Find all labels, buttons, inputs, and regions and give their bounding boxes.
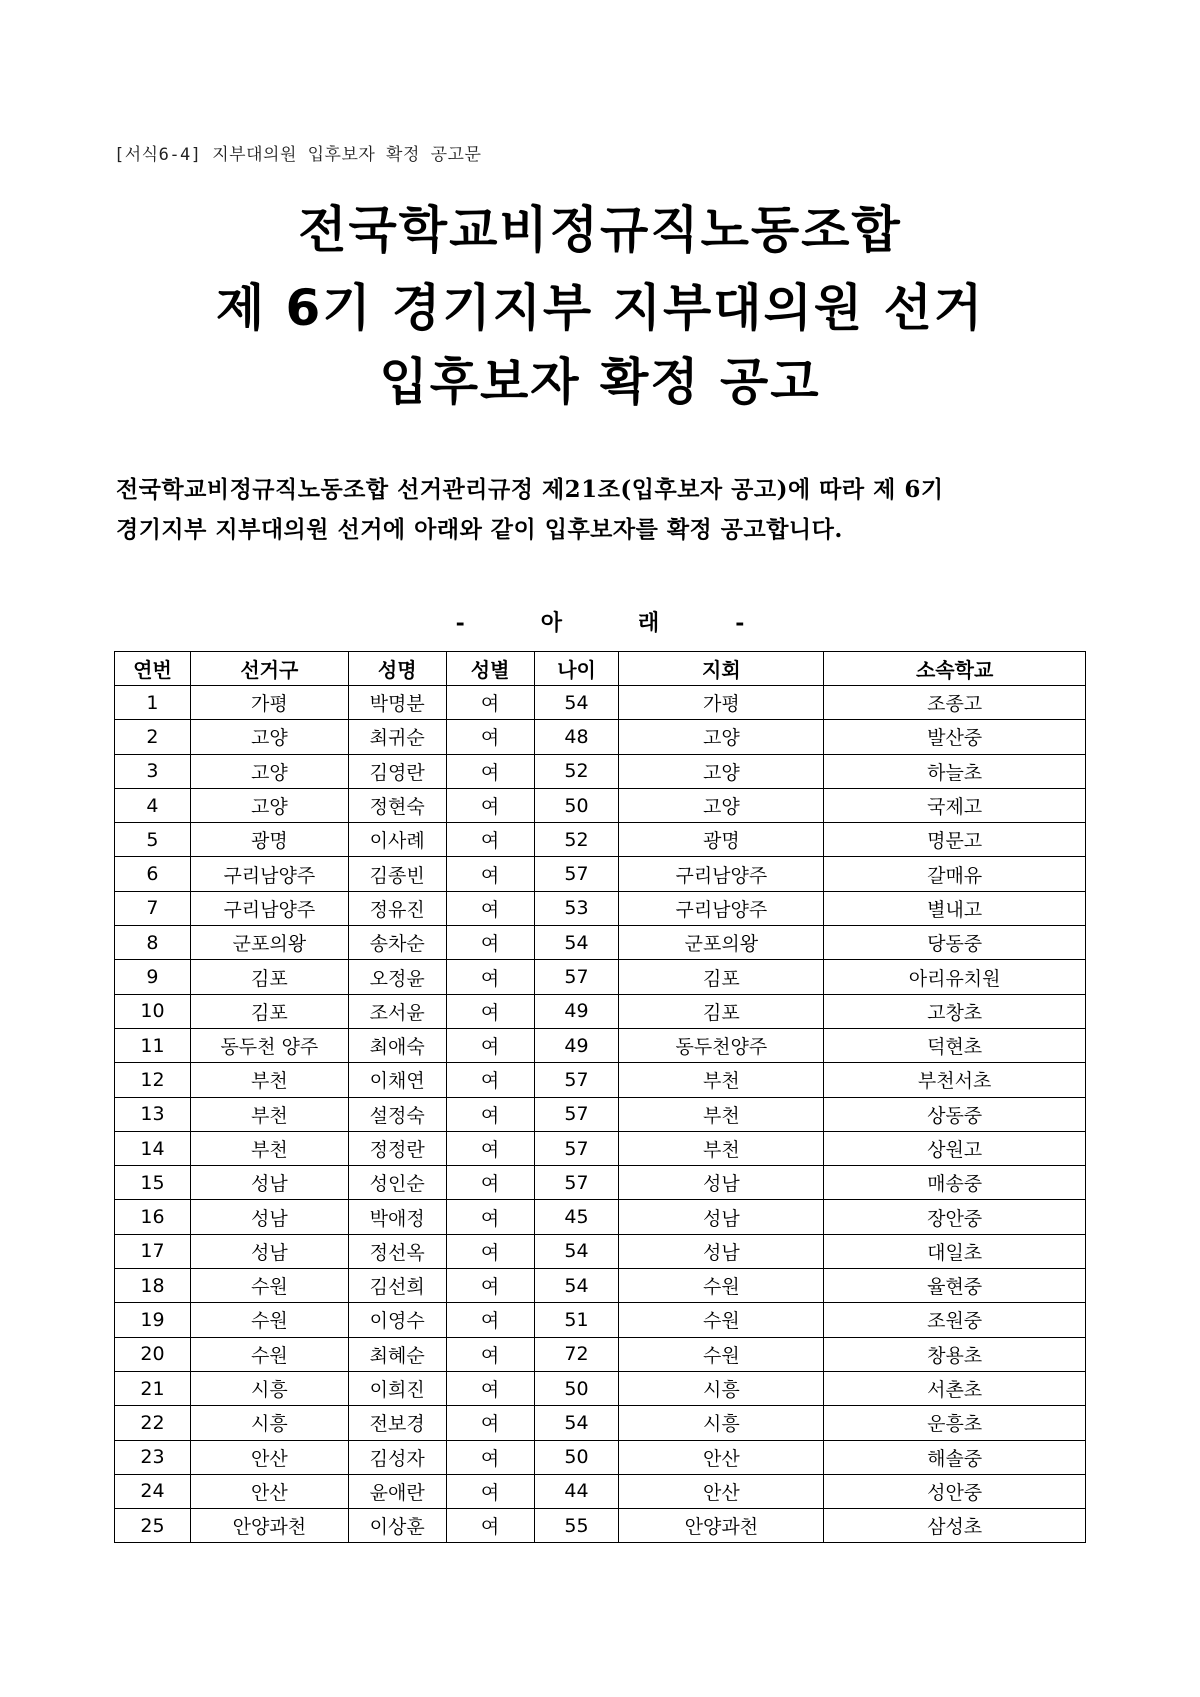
cell-district: 동두천 양주 [190,1028,348,1062]
cell-branch: 고양 [619,754,824,788]
table-row [115,1337,1086,1371]
header-gender: 성별 [446,652,534,686]
section-heading-char-2: 래 [638,610,660,636]
header-age: 나이 [534,652,619,686]
header-district: 선거구 [190,652,348,686]
cell-gender: 여 [446,1200,534,1234]
form-number-label: [서식6-4] 지부대의원 입후보자 확정 공고문 [114,145,482,165]
cell-district: 광명 [190,823,348,857]
notice-line-1: 전국학교비정규직노동조합 선거관리규정 제21조(입후보자 공고)에 따라 제 6기 [116,476,944,503]
table-row [115,960,1086,994]
cell-school: 부천서초 [824,1063,1086,1097]
cell-gender: 여 [446,926,534,960]
cell-branch: 부천 [619,1131,824,1165]
cell-number: 25 [115,1509,191,1543]
cell-branch: 성남 [619,1200,824,1234]
cell-age: 57 [534,1063,619,1097]
cell-name: 이영수 [348,1303,446,1337]
cell-gender: 여 [446,1131,534,1165]
cell-age: 53 [534,891,619,925]
notice-paragraph [116,470,1090,550]
table-row [115,1131,1086,1165]
cell-age: 50 [534,1440,619,1474]
cell-gender: 여 [446,1234,534,1268]
cell-school: 율현중 [824,1269,1086,1303]
document-title-line-3: 입후보자 확정 공고 [379,353,821,411]
cell-district: 김포 [190,960,348,994]
cell-name: 이채연 [348,1063,446,1097]
cell-district: 고양 [190,720,348,754]
table-row [115,891,1086,925]
cell-district: 수원 [190,1303,348,1337]
cell-name: 조서윤 [348,994,446,1028]
cell-age: 48 [534,720,619,754]
cell-name: 최애숙 [348,1028,446,1062]
section-heading-dash-right: - [735,610,745,636]
cell-number: 1 [115,686,191,720]
cell-district: 가평 [190,686,348,720]
header-name: 성명 [348,652,446,686]
cell-name: 윤애란 [348,1474,446,1508]
cell-age: 54 [534,1234,619,1268]
table-row [115,1440,1086,1474]
cell-gender: 여 [446,823,534,857]
cell-branch: 김포 [619,960,824,994]
header-school: 소속학교 [824,652,1086,686]
cell-school: 서촌초 [824,1371,1086,1405]
cell-age: 54 [534,686,619,720]
cell-age: 45 [534,1200,619,1234]
cell-branch: 고양 [619,720,824,754]
cell-gender: 여 [446,686,534,720]
cell-branch: 동두천양주 [619,1028,824,1062]
cell-number: 7 [115,891,191,925]
cell-number: 12 [115,1063,191,1097]
cell-number: 13 [115,1097,191,1131]
cell-name: 오정윤 [348,960,446,994]
cell-district: 수원 [190,1269,348,1303]
table-row [115,686,1086,720]
cell-number: 23 [115,1440,191,1474]
cell-branch: 군포의왕 [619,926,824,960]
cell-age: 52 [534,754,619,788]
cell-name: 김영란 [348,754,446,788]
cell-number: 18 [115,1269,191,1303]
table-row [115,720,1086,754]
cell-number: 21 [115,1371,191,1405]
table-row [115,994,1086,1028]
cell-age: 54 [534,1269,619,1303]
cell-district: 고양 [190,754,348,788]
cell-age: 44 [534,1474,619,1508]
cell-branch: 안산 [619,1474,824,1508]
cell-name: 설정숙 [348,1097,446,1131]
cell-branch: 고양 [619,788,824,822]
cell-branch: 성남 [619,1234,824,1268]
cell-number: 16 [115,1200,191,1234]
cell-branch: 안산 [619,1440,824,1474]
cell-name: 정유진 [348,891,446,925]
cell-gender: 여 [446,720,534,754]
table-row [115,1269,1086,1303]
cell-school: 고창초 [824,994,1086,1028]
cell-number: 10 [115,994,191,1028]
table-row [115,1406,1086,1440]
cell-age: 49 [534,1028,619,1062]
cell-name: 박명분 [348,686,446,720]
document-title-line-2: 제 6기 경기지부 지부대의원 선거 [215,279,985,337]
cell-gender: 여 [446,1440,534,1474]
cell-school: 발산중 [824,720,1086,754]
table-body [115,686,1086,1543]
cell-branch: 김포 [619,994,824,1028]
section-heading-dash-left: - [455,610,465,636]
cell-school: 운흥초 [824,1406,1086,1440]
cell-branch: 광명 [619,823,824,857]
cell-number: 9 [115,960,191,994]
cell-age: 50 [534,1371,619,1405]
cell-school: 조종고 [824,686,1086,720]
table-row [115,1166,1086,1200]
cell-school: 당동중 [824,926,1086,960]
table-row [115,823,1086,857]
cell-number: 2 [115,720,191,754]
cell-number: 8 [115,926,191,960]
header-branch: 지회 [619,652,824,686]
cell-name: 정정란 [348,1131,446,1165]
cell-branch: 수원 [619,1303,824,1337]
cell-gender: 여 [446,1303,534,1337]
cell-branch: 구리남양주 [619,857,824,891]
cell-district: 성남 [190,1234,348,1268]
cell-age: 72 [534,1337,619,1371]
cell-gender: 여 [446,1337,534,1371]
cell-name: 김선희 [348,1269,446,1303]
table-row [115,1234,1086,1268]
cell-gender: 여 [446,1028,534,1062]
cell-number: 17 [115,1234,191,1268]
cell-school: 상동중 [824,1097,1086,1131]
cell-gender: 여 [446,1166,534,1200]
table-row [115,754,1086,788]
section-heading [0,606,1200,637]
cell-school: 성안중 [824,1474,1086,1508]
cell-number: 5 [115,823,191,857]
table-row [115,788,1086,822]
cell-age: 57 [534,1097,619,1131]
table-row [115,926,1086,960]
cell-number: 11 [115,1028,191,1062]
cell-district: 김포 [190,994,348,1028]
cell-district: 성남 [190,1200,348,1234]
cell-school: 해솔중 [824,1440,1086,1474]
cell-branch: 수원 [619,1337,824,1371]
cell-gender: 여 [446,994,534,1028]
cell-district: 안양과천 [190,1509,348,1543]
cell-school: 하늘초 [824,754,1086,788]
cell-gender: 여 [446,1063,534,1097]
cell-name: 이희진 [348,1371,446,1405]
cell-gender: 여 [446,960,534,994]
document-title-line-1: 전국학교비정규직노동조합 [298,201,902,259]
cell-district: 군포의왕 [190,926,348,960]
cell-branch: 부천 [619,1063,824,1097]
table-row [115,1509,1086,1543]
cell-age: 50 [534,788,619,822]
cell-age: 55 [534,1509,619,1543]
cell-school: 별내고 [824,891,1086,925]
cell-name: 이사례 [348,823,446,857]
cell-number: 6 [115,857,191,891]
cell-school: 덕현초 [824,1028,1086,1062]
table-row [115,1303,1086,1337]
cell-school: 대일초 [824,1234,1086,1268]
cell-district: 시흥 [190,1371,348,1405]
cell-district: 부천 [190,1131,348,1165]
header-number: 연번 [115,652,191,686]
cell-branch: 시흥 [619,1406,824,1440]
cell-district: 안산 [190,1474,348,1508]
cell-number: 20 [115,1337,191,1371]
cell-branch: 시흥 [619,1371,824,1405]
notice-line-2: 경기지부 지부대의원 선거에 아래와 같이 입후보자를 확정 공고합니다. [116,516,843,543]
cell-branch: 가평 [619,686,824,720]
cell-branch: 수원 [619,1269,824,1303]
cell-gender: 여 [446,754,534,788]
cell-district: 부천 [190,1063,348,1097]
cell-age: 54 [534,926,619,960]
cell-number: 3 [115,754,191,788]
cell-name: 송차순 [348,926,446,960]
cell-school: 창용초 [824,1337,1086,1371]
table-row [115,1200,1086,1234]
cell-name: 최혜순 [348,1337,446,1371]
cell-age: 54 [534,1406,619,1440]
cell-school: 아리유치원 [824,960,1086,994]
table-header-row [115,652,1086,686]
cell-district: 시흥 [190,1406,348,1440]
cell-branch: 성남 [619,1166,824,1200]
cell-age: 57 [534,1166,619,1200]
cell-gender: 여 [446,1097,534,1131]
cell-age: 52 [534,823,619,857]
cell-school: 상원고 [824,1131,1086,1165]
cell-name: 성인순 [348,1166,446,1200]
cell-school: 국제고 [824,788,1086,822]
table-row [115,1371,1086,1405]
cell-name: 김종빈 [348,857,446,891]
cell-school: 장안중 [824,1200,1086,1234]
cell-branch: 안양과천 [619,1509,824,1543]
cell-school: 삼성초 [824,1509,1086,1543]
table-row [115,1028,1086,1062]
cell-school: 조원중 [824,1303,1086,1337]
cell-gender: 여 [446,1406,534,1440]
cell-gender: 여 [446,788,534,822]
cell-gender: 여 [446,857,534,891]
cell-district: 구리남양주 [190,857,348,891]
cell-name: 정현숙 [348,788,446,822]
cell-number: 4 [115,788,191,822]
cell-number: 19 [115,1303,191,1337]
cell-gender: 여 [446,1269,534,1303]
cell-number: 15 [115,1166,191,1200]
cell-name: 김성자 [348,1440,446,1474]
table-row [115,857,1086,891]
cell-age: 57 [534,1131,619,1165]
cell-gender: 여 [446,1474,534,1508]
cell-number: 24 [115,1474,191,1508]
cell-school: 매송중 [824,1166,1086,1200]
cell-gender: 여 [446,891,534,925]
cell-age: 57 [534,960,619,994]
cell-branch: 부천 [619,1097,824,1131]
cell-name: 박애정 [348,1200,446,1234]
cell-number: 14 [115,1131,191,1165]
cell-school: 명문고 [824,823,1086,857]
cell-name: 최귀순 [348,720,446,754]
cell-gender: 여 [446,1371,534,1405]
section-heading-char-1: 아 [540,610,562,636]
cell-district: 안산 [190,1440,348,1474]
cell-age: 51 [534,1303,619,1337]
cell-name: 이상훈 [348,1509,446,1543]
cell-district: 부천 [190,1097,348,1131]
cell-number: 22 [115,1406,191,1440]
cell-district: 구리남양주 [190,891,348,925]
cell-name: 전보경 [348,1406,446,1440]
cell-age: 57 [534,857,619,891]
table-row [115,1063,1086,1097]
cell-gender: 여 [446,1509,534,1543]
cell-age: 49 [534,994,619,1028]
table-row [115,1097,1086,1131]
candidate-table [114,651,1086,1543]
table-row [115,1474,1086,1508]
cell-district: 성남 [190,1166,348,1200]
cell-district: 수원 [190,1337,348,1371]
cell-name: 정선옥 [348,1234,446,1268]
cell-branch: 구리남양주 [619,891,824,925]
cell-district: 고양 [190,788,348,822]
cell-school: 갈매유 [824,857,1086,891]
